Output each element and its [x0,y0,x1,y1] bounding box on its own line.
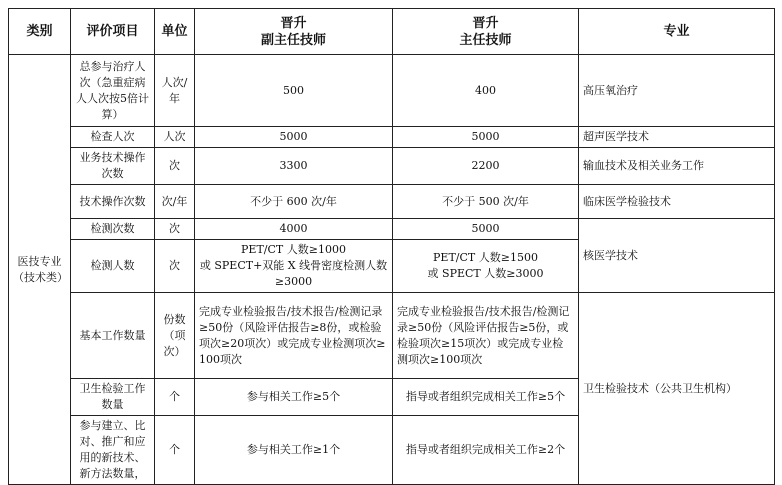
unit-cell: 次 [155,240,195,293]
deputy-cell: 4000 [195,219,393,240]
chief-cell: 完成专业检验报告/技术报告/检测记录≥50份（风险评估报告≥5份，或检验项次≥15项次）或完成专业检测项次≥100项次 [393,293,579,379]
chief-cell: 指导或者组织完成相关工作≥2个 [393,416,579,485]
header-chief [393,9,579,55]
specialty-cell: 临床医学检验技术 [579,185,775,219]
item-cell: 业务技术操作次数 [71,148,155,185]
table-row [9,148,775,185]
header-unit: 单位 [155,9,195,55]
category-line2: （技术类） [13,270,68,284]
unit-cell: 人次/年 [155,55,195,127]
chief-cell: 不少于 500 次/年 [393,185,579,219]
chief-cell: 400 [393,55,579,127]
header-deputy-line1: 晋升 [280,15,307,31]
category-line1: 医技专业 [17,254,62,268]
deputy-line1: PET/CT 人数≥1000 [241,243,346,256]
header-deputy [195,9,393,55]
unit-cell: 个 [155,416,195,485]
item-cell: 卫生检验工作数量 [71,379,155,416]
table-row [9,55,775,127]
table-row [9,293,775,379]
deputy-line2: 或 SPECT+双能 X 线骨密度检测人数≥3000 [199,259,388,288]
deputy-cell: 不少于 600 次/年 [195,185,393,219]
item-cell: 总参与治疗人次（急重症病人人次按5倍计算） [71,55,155,127]
item-cell: 基本工作数量 [71,293,155,379]
unit-cell: 次/年 [155,185,195,219]
category-cell [9,55,71,485]
chief-cell: 指导或者组织完成相关工作≥5个 [393,379,579,416]
specialty-cell: 高压氧治疗 [579,55,775,127]
header-chief-line2: 主任技师 [459,32,512,48]
item-cell: 检查人次 [71,127,155,148]
table-row [9,127,775,148]
unit-cell: 次 [155,219,195,240]
deputy-cell: 参与相关工作≥1个 [195,416,393,485]
unit-cell: 人次 [155,127,195,148]
header-category: 类别 [9,9,71,55]
deputy-cell: 3300 [195,148,393,185]
item-cell: 检测人数 [71,240,155,293]
specialty-cell: 输血技术及相关业务工作 [579,148,775,185]
item-cell: 检测次数 [71,219,155,240]
table-row [9,219,775,240]
evaluation-table [8,8,775,485]
chief-line1: PET/CT 人数≥1500 [433,251,538,264]
deputy-cell: 5000 [195,127,393,148]
unit-cell: 个 [155,379,195,416]
deputy-cell: 500 [195,55,393,127]
chief-cell: 2200 [393,148,579,185]
header-deputy-line2: 副主任技师 [260,32,326,48]
deputy-cell: 参与相关工作≥5个 [195,379,393,416]
chief-cell: 5000 [393,219,579,240]
specialty-cell: 核医学技术 [579,219,775,293]
unit-cell: 次 [155,148,195,185]
item-cell: 参与建立、比对、推广和应用的新技术、新方法数量， [71,416,155,485]
deputy-cell: 完成专业检验报告/技术报告/检测记录≥50份（风险评估报告≥8份，或检验项次≥20项次）或完成专业检测项次≥100项次 [195,293,393,379]
chief-cell: 5000 [393,127,579,148]
header-chief-line1: 晋升 [472,15,499,31]
item-cell: 技术操作次数 [71,185,155,219]
header-row [9,9,775,55]
specialty-cell: 超声医学技术 [579,127,775,148]
header-specialty: 专业 [579,9,775,55]
deputy-cell [195,240,393,293]
chief-line2: 或 SPECT 人数≥3000 [427,267,544,280]
table-row [9,185,775,219]
unit-cell: 份数（项次） [155,293,195,379]
chief-cell [393,240,579,293]
header-item: 评价项目 [71,9,155,55]
specialty-cell: 卫生检验技术（公共卫生机构） [579,293,775,485]
